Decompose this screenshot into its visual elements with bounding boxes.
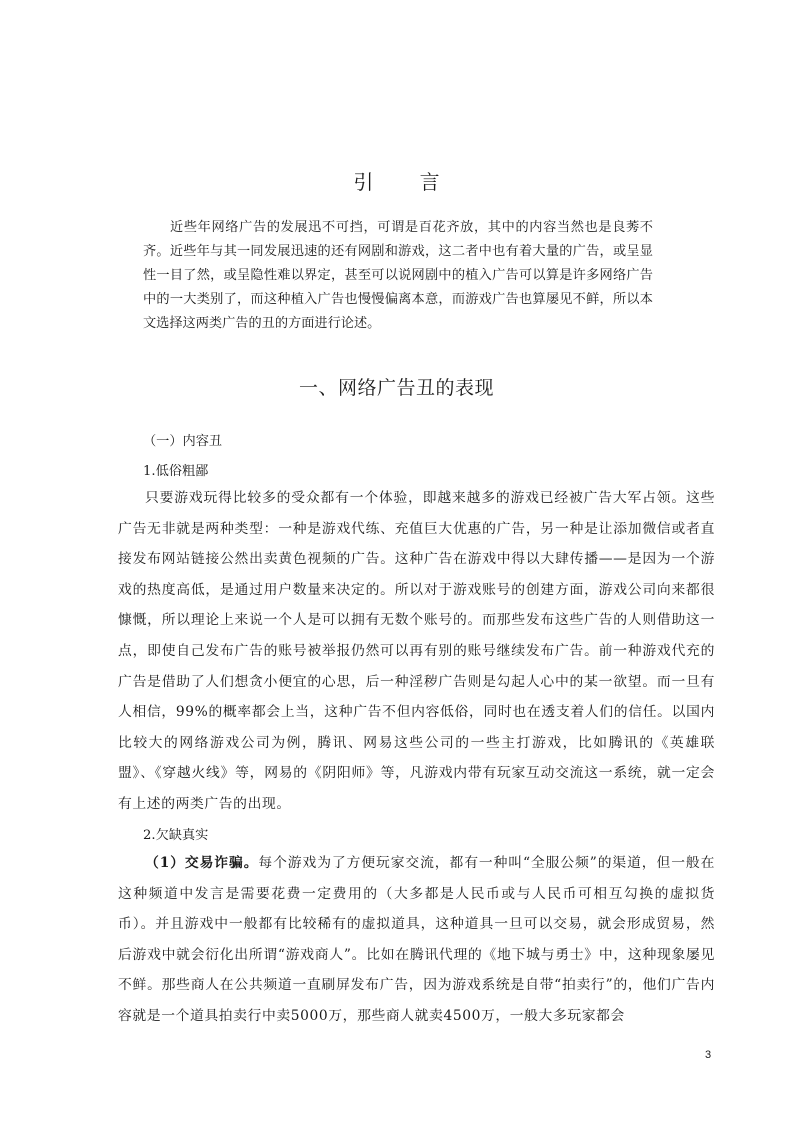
intro-title: 引 言 xyxy=(353,170,460,194)
item-heading-untruth: 2.欠缺真实 xyxy=(143,828,209,843)
paragraph-lead: （1）交易诈骗。 xyxy=(145,855,259,871)
section-title: 一、网络广告丑的表现 xyxy=(298,377,494,399)
body-paragraph-vulgar: 只要游戏玩得比较多的受众都有一个体验，即越来越多的游戏已经被广告大军占领。这些广告无非就是两种类型：一种是游戏代练、充值巨大优惠的广告，另一种是让添加微信或者直接发布网站链接公然出卖黄色视频的广告。这种广告在游戏中得以大肆传播——是因为一个游戏的热度高低，是通过用户数量来决定的。所以对于游戏账号的创建方面，游戏公司向来都很慷慨，所以理论上来说一个人是可以拥有无数个账号的。而那些发布这些广告的人则借助这一点，即使自己发布广告的账号被举报仍然可以再有别的账号继续发布广告。前一种游戏代充的广告是借助了人们想贪小便宜的心思，后一种淫秽广告则是勾起人心中的某一欲望。而一旦有人相信，99%的概率都会上当，这种广告不但内容低俗，同时也在透支着人们的信任。以国内比较大的网络游戏公司为例，腾讯、网易这些公司的一些主打游戏，比如腾讯的《英雄联盟》、《穿越火线》等，网易的《阴阳师》等，凡游戏内带有玩家互动交流这一系统，就一定会有上述的两类广告的出现。 xyxy=(118,490,715,812)
intro-paragraph: 近些年网络广告的发展迅不可挡，可谓是百花齐放，其中的内容当然也是良莠不齐。近些年与其一同发展迅速的还有网剧和游戏，这二者中也有着大量的广告，或呈显性一目了然，或呈隐性难以界定，甚至可以说网剧中的植入广告可以算是许多网络广告中的一大类别了，而这种植入广告也慢慢偏离本意，而游戏广告也算屡见不鲜，所以本文选择这两类广告的丑的方面进行论述。 xyxy=(143,220,653,331)
page-number: 3 xyxy=(705,1049,712,1061)
subsection-heading: （一）内容丑 xyxy=(143,434,223,449)
body-paragraph-fraud xyxy=(118,848,715,1032)
paragraph-text: 每个游戏为了方便玩家交流，都有一种叫“全服公频”的渠道，但一般在这种频道中发言是需要花费一定费用的（大多都是人民币或与人民币可相互勾换的虚拟货币）。并且游戏中一般都有比较稀有的虚拟道具，这种道具一旦可以交易，就会形成贸易，然后游戏中就会衍化出所谓“游戏商人”。比如在腾讯代理的《地下城与勇士》中，这种现象屡见不鲜。那些商人在公共频道一直刷屏发布广告，因为游戏系统是自带“拍卖行”的，他们广告内容就是一个道具拍卖行中卖5000万，那些商人就卖4500万，一般大多玩家都会 xyxy=(118,855,715,1024)
item-heading-vulgar: 1.低俗粗鄙 xyxy=(143,464,209,479)
